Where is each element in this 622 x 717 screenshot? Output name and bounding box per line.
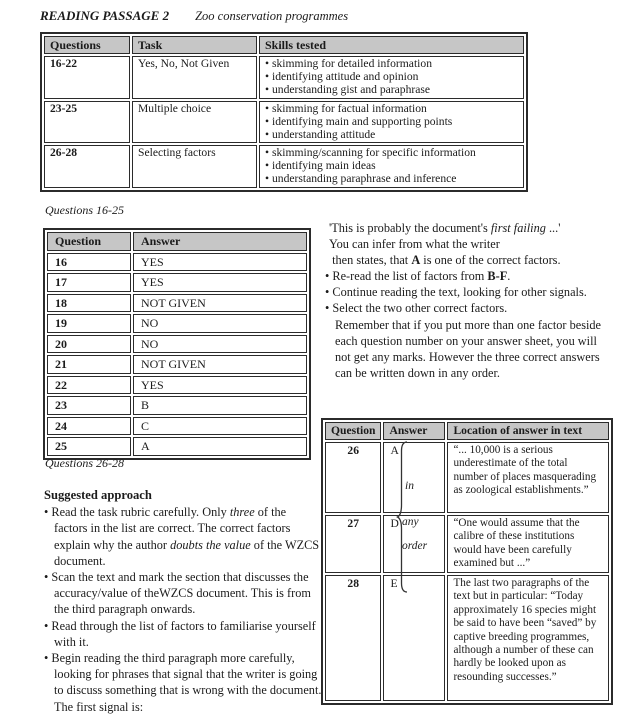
cell-skills <box>259 145 524 188</box>
answers-table-16-25 <box>43 228 311 460</box>
table-row <box>47 396 307 415</box>
skill-item: • skimming for factual information <box>265 103 518 116</box>
cell-answer: NOT GIVEN <box>133 355 307 374</box>
cell-answer-letter: E <box>383 575 445 701</box>
cell-question-number: 20 <box>47 335 131 354</box>
cell-question-number: 22 <box>47 376 131 395</box>
guidance-text-column <box>325 220 607 381</box>
cell-answer: NO <box>133 335 307 354</box>
table-row <box>47 335 307 354</box>
cell-question-number: 16 <box>47 253 131 272</box>
skill-item: • understanding paraphrase and inference <box>265 173 518 186</box>
cell-question-number: 27 <box>325 515 381 573</box>
cell-answer: YES <box>133 253 307 272</box>
cell-answer: C <box>133 417 307 436</box>
table-row <box>325 515 609 573</box>
table-row <box>325 442 609 513</box>
cell-question-number: 23 <box>47 396 131 415</box>
guidance-text-line: You can infer from what the writer <box>329 237 500 252</box>
skill-item: • understanding attitude <box>265 129 518 142</box>
skill-item: • identifying main and supporting points <box>265 116 518 129</box>
cell-skills <box>259 56 524 99</box>
table-row <box>44 145 524 188</box>
table-row <box>47 437 307 456</box>
table-row <box>47 314 307 333</box>
guidance-bullet: • Select the two other correct factors. <box>325 300 607 316</box>
location-table-header-row <box>325 422 609 440</box>
answers-table-header-row <box>47 232 307 251</box>
approach-bullet: • Read the task rubric carefully. Only three of the factors in the list are correct. The correct factors explain why the author doubts the value of the WZCS document. <box>44 504 322 569</box>
skill-item: • identifying attitude and opinion <box>265 71 518 84</box>
table-row <box>47 253 307 272</box>
cell-question-number: 19 <box>47 314 131 333</box>
cell-location-text: The last two paragraphs of the text but in particular: “Today approximately 16 species might be said to have been “saved” by captive breeding programmes, although a number of these can hardly be looked upon as resounding successes.” <box>447 575 609 701</box>
cell-question-number: 25 <box>47 437 131 456</box>
cell-answer: B <box>133 396 307 415</box>
suggested-approach-block <box>44 487 322 715</box>
cell-task: Selecting factors <box>132 145 257 188</box>
column-header-task: Task <box>132 36 257 54</box>
guidance-bullet: • Continue reading the text, looking for other signals. <box>325 284 607 300</box>
cell-answer: YES <box>133 376 307 395</box>
table-row <box>47 355 307 374</box>
guidance-quote-line: 'This is probably the document's first failing ...' <box>329 221 561 235</box>
cell-answer: NOT GIVEN <box>133 294 307 313</box>
cell-answer: A <box>133 437 307 456</box>
cell-question-number: 28 <box>325 575 381 701</box>
cell-task: Yes, No, Not Given <box>132 56 257 99</box>
table-row <box>47 294 307 313</box>
column-header-question: Question <box>325 422 381 440</box>
column-header-questions: Questions <box>44 36 130 54</box>
section-heading-questions-16-25: Questions 16-25 <box>45 203 124 217</box>
approach-bullet: • Read through the list of factors to familiarise yourself with it. <box>44 618 322 650</box>
cell-answer-letter: D <box>383 515 445 573</box>
column-header-skills: Skills tested <box>259 36 524 54</box>
column-header-location: Location of answer in text <box>447 422 609 440</box>
skills-table <box>40 32 528 192</box>
cell-location-text: “... 10,000 is a serious underestimate of the total number of places masquerading as zoological establishments.” <box>447 442 609 513</box>
location-table <box>321 418 613 705</box>
location-table-wrap <box>321 418 617 714</box>
cell-question-number: 17 <box>47 273 131 292</box>
cell-question-number: 26 <box>325 442 381 513</box>
table-row <box>325 575 609 701</box>
cell-answer: NO <box>133 314 307 333</box>
skill-item: • understanding gist and paraphrase <box>265 84 518 97</box>
cell-skills <box>259 101 524 144</box>
order-note-word: order <box>402 540 428 552</box>
suggested-approach-heading: Suggested approach <box>44 488 152 502</box>
table-row <box>44 101 524 144</box>
guidance-continuation: Remember that if you put more than one factor beside each question number on your answer sheet, you will not get any marks. However the three correct answers can be written down in any order. <box>335 317 602 380</box>
cell-question-range: 16-22 <box>44 56 130 99</box>
column-header-answer: Answer <box>133 232 307 251</box>
skill-item: • skimming/scanning for specific information <box>265 147 518 160</box>
cell-question-number: 21 <box>47 355 131 374</box>
cell-question-number: 24 <box>47 417 131 436</box>
skill-item: • identifying main ideas <box>265 160 518 173</box>
page-title <box>40 8 348 24</box>
order-note-word: in <box>405 480 414 492</box>
table-row <box>44 56 524 99</box>
table-row <box>47 376 307 395</box>
approach-bullet: • Begin reading the third paragraph more carefully, looking for phrases that signal that the writer is going to discuss something that is wrong with the document. The first signal is: <box>44 650 322 715</box>
table-row <box>47 417 307 436</box>
table-row <box>47 273 307 292</box>
cell-location-text: “One would assume that the calibre of these institutions would have been carefully examined but ...” <box>447 515 609 573</box>
guidance-text-line: then states, that A is one of the correct factors. <box>329 253 561 268</box>
section-heading-questions-26-28: Questions 26-28 <box>45 456 124 470</box>
cell-answer: YES <box>133 273 307 292</box>
order-note-word: any <box>402 516 419 528</box>
skills-table-header-row <box>44 36 524 54</box>
reading-passage-label: READING PASSAGE 2 <box>40 8 170 23</box>
skill-item: • skimming for detailed information <box>265 58 518 71</box>
column-header-answer: Answer <box>383 422 445 440</box>
cell-task: Multiple choice <box>132 101 257 144</box>
cell-question-range: 23-25 <box>44 101 130 144</box>
cell-question-number: 18 <box>47 294 131 313</box>
cell-question-range: 26-28 <box>44 145 130 188</box>
cell-answer-letter: A <box>383 442 445 513</box>
passage-subtitle: Zoo conservation programmes <box>195 9 349 23</box>
guidance-bullet: • Re-read the list of factors from B-F. <box>325 268 607 284</box>
approach-bullet: • Scan the text and mark the section that discusses the accuracy/value of theWZCS document. This is from the third paragraph onwards. <box>44 569 322 618</box>
column-header-question: Question <box>47 232 131 251</box>
